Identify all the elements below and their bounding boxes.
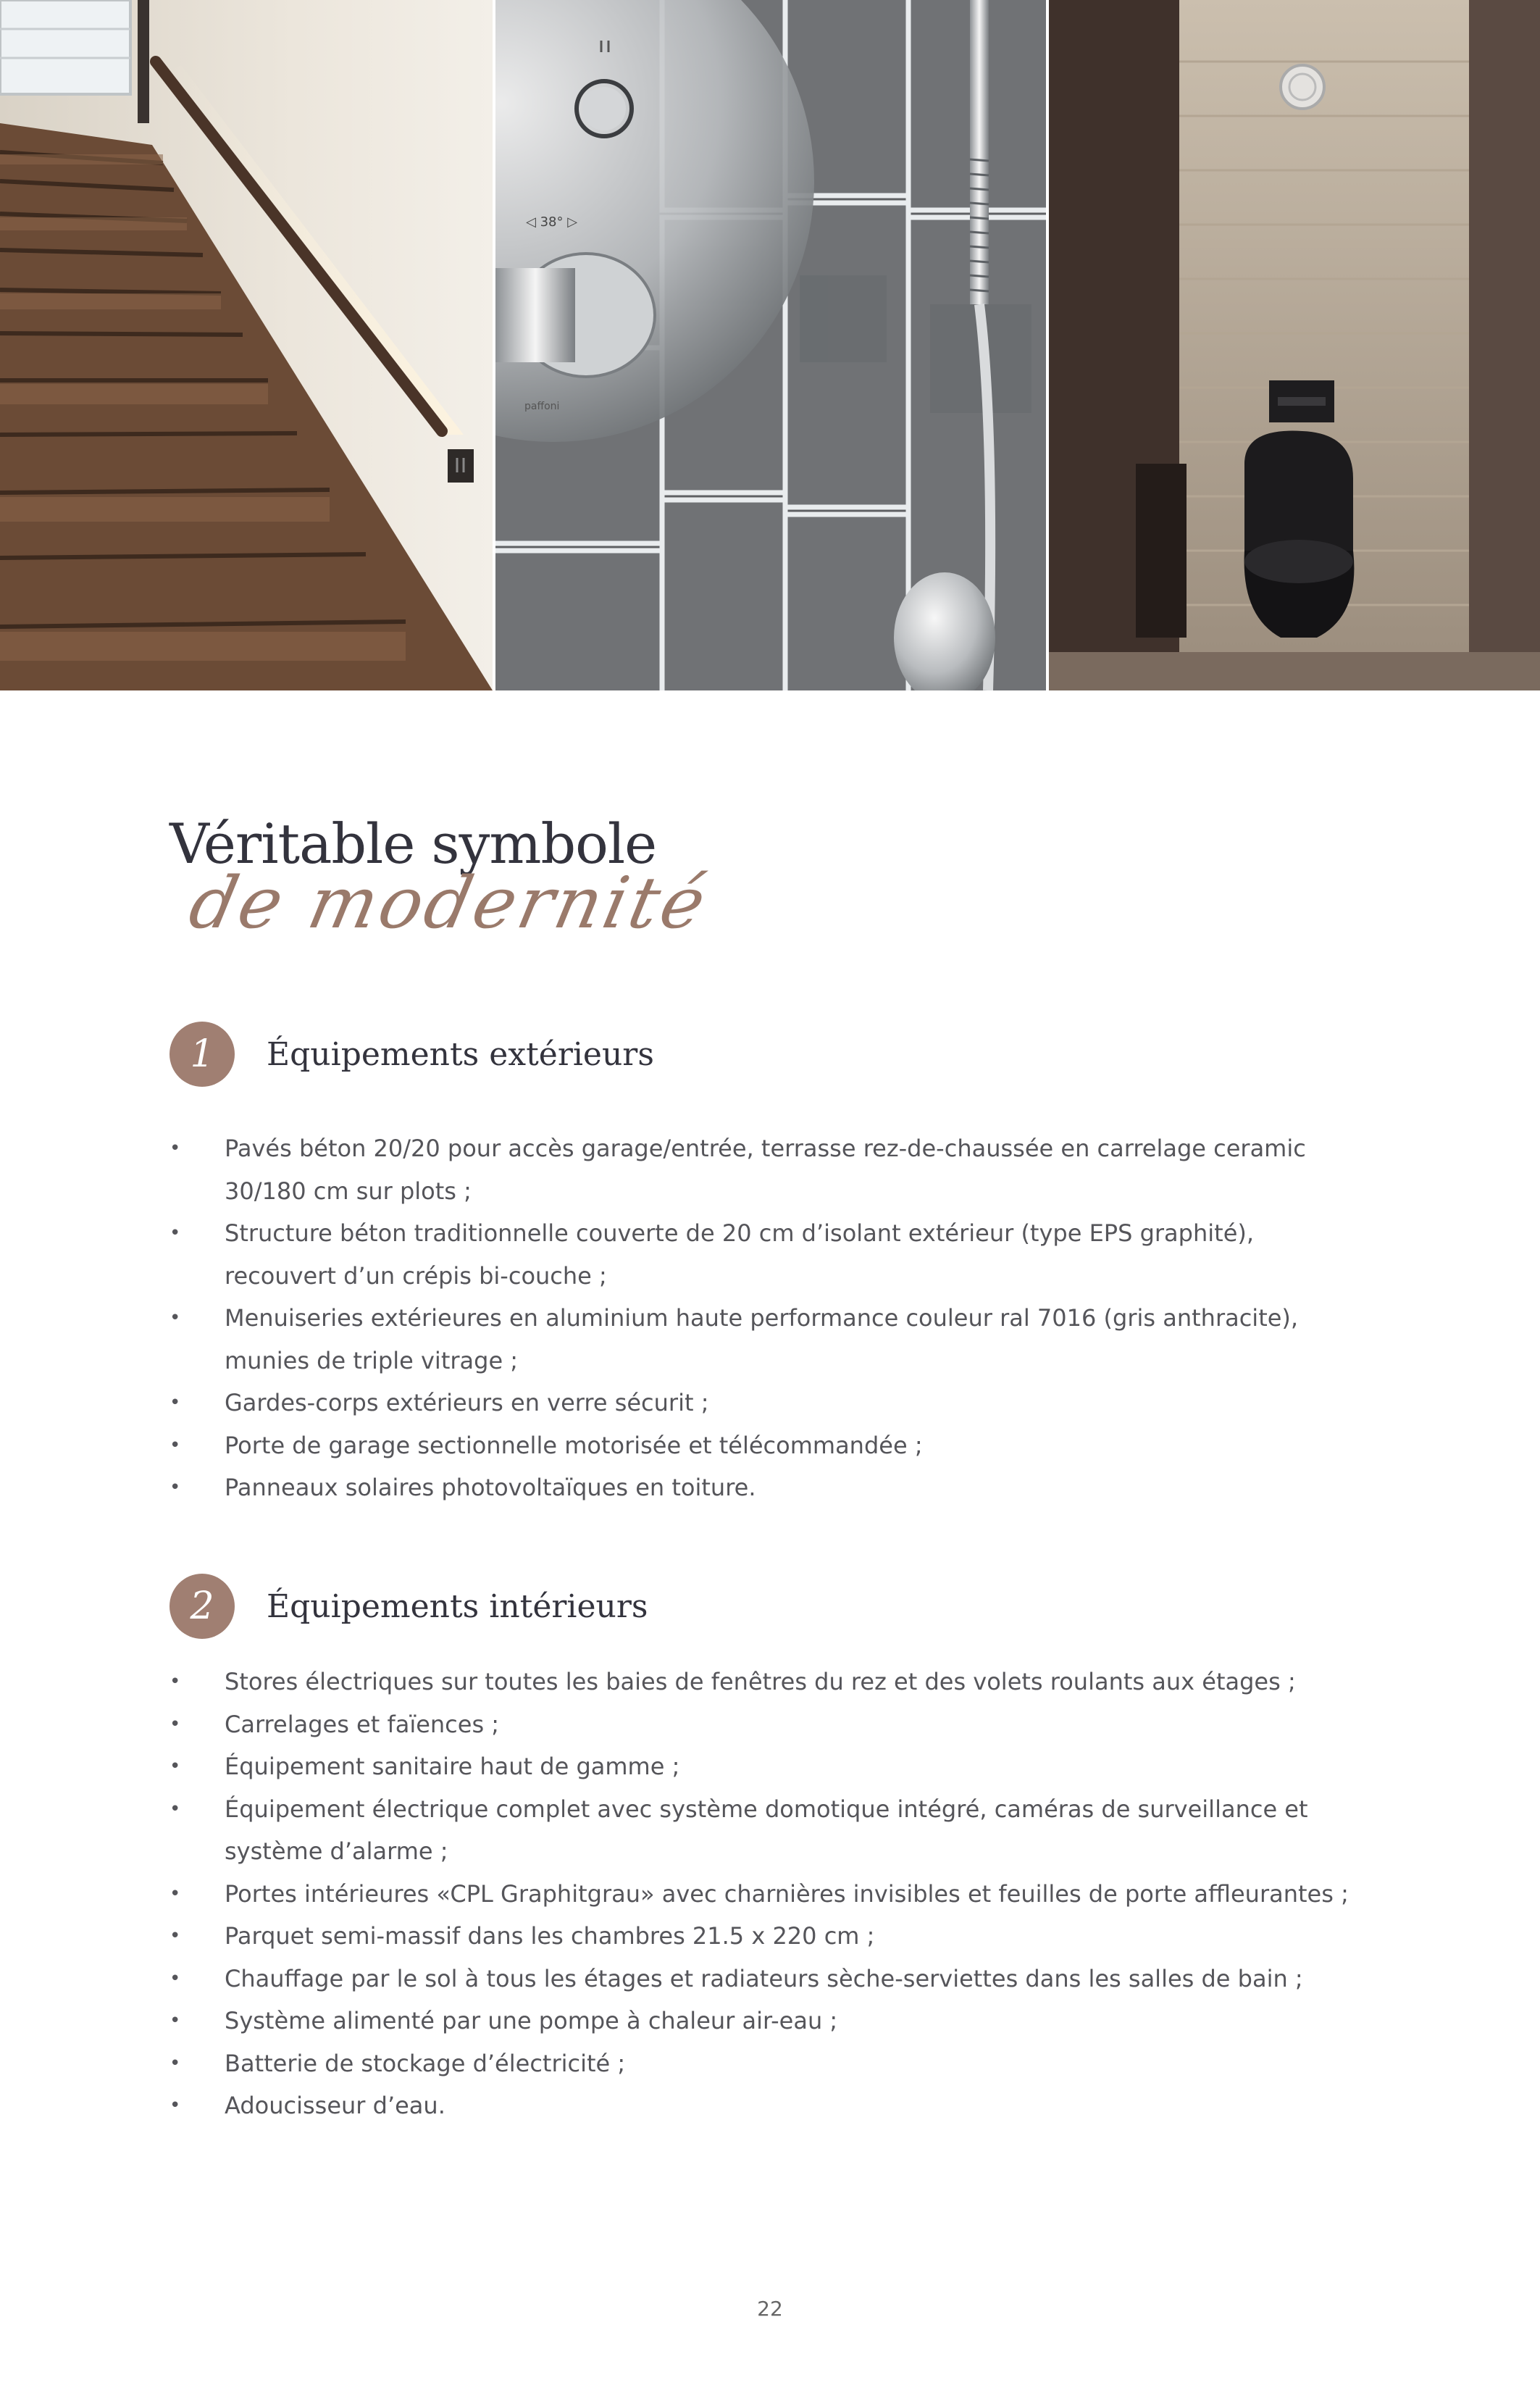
section-title: Équipements intérieurs [267,1587,648,1625]
interior-equipment-list [170,1661,1357,2127]
page-number: 22 [757,2297,783,2321]
list-item: • Parquet semi-massif dans les chambres 21.5 x 220 cm ; [170,1915,1357,1958]
exterior-equipment-list [170,1127,1357,1509]
section-header-interior [170,1574,648,1639]
section-title: Équipements extérieurs [267,1035,654,1073]
list-item: • Stores électriques sur toutes les baies de fenêtres du rez et des volets roulants aux étages ; [170,1661,1357,1703]
page-title [170,811,821,956]
stairs-photo-art [0,0,493,690]
list-item: • Porte de garage sectionnelle motorisée et télécommandée ; [170,1424,1357,1467]
list-item: • Menuiseries extérieures en aluminium haute performance couleur ral 7016 (gris anthracite), munies de triple vitrage ; [170,1297,1357,1382]
shower-photo [495,0,1046,690]
list-item: • Équipement sanitaire haut de gamme ; [170,1745,1357,1788]
list-item: • Système alimenté par une pompe à chaleur air-eau ; [170,2000,1357,2042]
list-item: • Adoucisseur d’eau. [170,2084,1357,2127]
list-item: • Batterie de stockage d’électricité ; [170,2042,1357,2085]
section-header-exterior [170,1022,654,1087]
shower-temp-label: ◁ 38° ▷ [526,214,578,230]
list-item: • Pavés béton 20/20 pour accès garage/entrée, terrasse rez-de-chaussée en carrelage ceramic 30/180 cm sur plots ; [170,1127,1357,1212]
list-item: • Structure béton traditionnelle couverte de 20 cm d’isolant extérieur (type EPS graphité), recouvert d’un crépis bi-couche ; [170,1212,1357,1297]
section-number-badge: 1 [170,1022,235,1087]
shower-photo-art [495,0,1046,690]
shower-brand-label: paffoni [524,401,560,412]
list-item: • Chauffage par le sol à tous les étages et radiateurs sèche-serviettes dans les salles de bain ; [170,1958,1357,2000]
list-item: • Gardes-corps extérieurs en verre sécurit ; [170,1382,1357,1424]
stairs-photo [0,0,493,690]
list-item: • Portes intérieures «CPL Graphitgrau» avec charnières invisibles et feuilles de porte affleurantes ; [170,1873,1357,1916]
title-main: Véritable symbole [170,811,657,876]
list-item: • Carrelages et faïences ; [170,1703,1357,1746]
list-item: • Équipement électrique complet avec système domotique intégré, caméras de surveillance et système d’alarme ; [170,1788,1357,1873]
title-script: de modernité [182,862,716,945]
toilet-photo [1049,0,1540,690]
section-number-badge: 2 [170,1574,235,1639]
toilet-photo-art [1049,0,1540,690]
list-item: • Panneaux solaires photovoltaïques en toiture. [170,1466,1357,1509]
photo-strip [0,0,1540,690]
